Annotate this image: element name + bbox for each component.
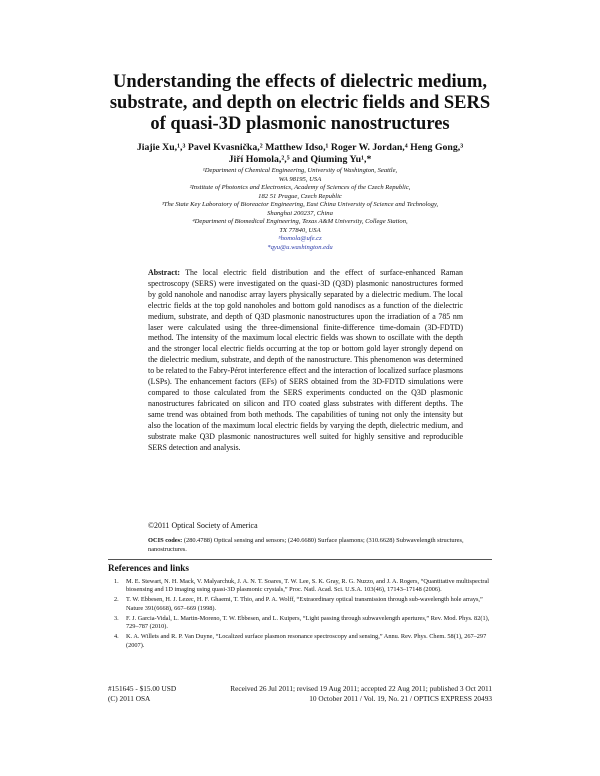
- affiliation-line: 182 51 Prague, Czech Republic: [258, 192, 342, 200]
- references-heading: References and links: [108, 563, 189, 573]
- reference-item: [108, 633, 498, 650]
- reference-text[interactable]: M. E. Stewart, N. H. Mack, V. Malyarchuk, J. A. N. T. Soares, T. W. Lee, S. K. Gray, R. G. Nuzzo, and J. A. Rogers, “Quantitative multispectral biosensing and 1D imaging using quasi-3D plasmonic crystals,” Proc. Natl. Acad. Sci. U.S.A. 103(46), 17143–17148 (2006).: [126, 578, 490, 594]
- title-line: of quasi-3D plasmonic nanostructures: [150, 114, 450, 134]
- affiliation-line: WA 98195, USA: [278, 175, 322, 183]
- reference-text[interactable]: K. A. Willets and R. P. Van Duyne, “Localized surface plasmon resonance spectroscopy and sensing,” Annu. Rev. Phys. Chem. 58(1), 267–297 (2007).: [126, 633, 487, 649]
- affiliation-line: ¹Department of Chemical Engineering, University of Washington, Seattle,: [202, 167, 398, 174]
- abstract: [148, 268, 463, 453]
- author-line: Jiří Homola,²,⁵ and Qiuming Yu¹,*: [228, 154, 372, 165]
- reference-item: [108, 615, 498, 632]
- affiliation-line: ⁴Department of Biomedical Engineering, Texas A&M University, College Station,: [192, 218, 408, 225]
- email-link[interactable]: *qyu@u.washington.edu: [267, 243, 333, 251]
- footer-copyright: (C) 2011 OSA: [108, 693, 151, 703]
- reference-text[interactable]: F. J. Garcia-Vidal, L. Martin-Moreno, T. W. Ebbesen, and L. Kuipers, “Light passing through subwavelength apertures,” Rev. Mod. Phys. 82(1), 729–787 (2010).: [126, 614, 490, 631]
- references-divider: [108, 559, 492, 560]
- reference-number: 1.: [114, 578, 119, 585]
- author-list: [110, 142, 490, 166]
- affiliation-line: Shanghai 200237, China: [267, 209, 333, 217]
- reference-number: 3.: [114, 614, 119, 622]
- affiliation-line: TX 77840, USA: [279, 226, 321, 234]
- footer-journal: 10 October 2011 / Vol. 19, No. 21 / OPTICS EXPRESS 20493: [309, 693, 492, 703]
- footer-row: [108, 694, 492, 704]
- affiliation-line: ³The State Key Laboratory of Bioreactor Engineering, East China University of Science and Technology,: [161, 201, 439, 208]
- reference-number: 4.: [114, 633, 119, 641]
- ocis-codes: [148, 537, 468, 554]
- reference-number: 2.: [114, 596, 119, 604]
- reference-text[interactable]: T. W. Ebbesen, H. J. Lezec, H. F. Ghaemi, T. Thio, and P. A. Wolff, “Extraordinary optical transmission through sub-wavelength hole arrays,” Nature 391(6668), 667–669 (1998).: [126, 596, 483, 612]
- abstract-label: Abstract:: [148, 268, 180, 277]
- ocis-label: OCIS codes:: [148, 537, 183, 544]
- abstract-text: The local electric field distribution and the effect of surface-enhanced Raman spectroscopy (SERS) were investigated on the quasi-3D (Q3D) plasmonic nanostructures formed by gold nanohole and nanodisc array layers physically separated by a dielectric medium. The local electric fields at the top gold nanoholes and bottom gold nanodiscs as a function of the dielectric medium, substrate, and depth of Q3D plasmonic nanostructures upon the irradiation of a 785 nm laser were calculated using the three-dimensional finite-difference time-domain (3D-FDTD) method. The intensity of the maximum local electric fields was shown to oscillate with the depth and the stronger local electric fields occurring at the top or bottom gold layer strongly depend on the dielectric medium, substrate, and depth of the nanostructure. This phenomenon was determined to be related to the Fabry-Pérot interference effect and the interaction of localized surface plasmons (LSPs). The enhancement factors (EFs) of SERS obtained from the 3D-FDTD simulations were compared to those calculated from the SERS experiments conducted on the Q3D plasmonic nanostructures fabricated on silicon and ITO coated glass substrates with different depths. The same trend was obtained from both methods. The capabilities of tuning not only the intensity but also the location of the maximum local electric fields by varying the depth, dielectric medium, and substrate make Q3D plasmonic nanostructures well suited for highly sensitive and reproducible SERS detection and analysis.: [148, 268, 463, 452]
- title-line: substrate, and depth on electric fields and SERS: [109, 93, 491, 113]
- author-line: Jiajie Xu,¹,³ Pavel Kvasnička,² Matthew Idso,¹ Roger W. Jordan,⁴ Heng Gong,³: [136, 142, 464, 153]
- copyright-line: ©2011 Optical Society of America: [148, 521, 258, 530]
- page-footer: [108, 684, 492, 703]
- ocis-text: (280.4788) Optical sensing and sensors; (240.6680) Surface plasmons; (310.6628) Subwavelength structures, nanostructures.: [148, 537, 464, 553]
- footer-row: [108, 684, 492, 694]
- footer-dates: Received 26 Jul 2011; revised 19 Aug 2011; accepted 22 Aug 2011; published 3 Oct 2011: [230, 684, 492, 693]
- paper-title: [100, 72, 500, 135]
- email-link[interactable]: ⁵homola@ufe.cz: [278, 235, 322, 242]
- reference-item: [108, 578, 498, 595]
- footer-price: #151645 - $15.00 USD: [108, 684, 177, 693]
- title-line: Understanding the effects of dielectric medium,: [112, 72, 488, 92]
- reference-item: [108, 596, 498, 613]
- affiliation-line: ²Institute of Photonics and Electronics, Academy of Sciences of the Czech Republic,: [189, 184, 411, 191]
- reference-list: [108, 578, 498, 652]
- affiliations: [118, 167, 482, 252]
